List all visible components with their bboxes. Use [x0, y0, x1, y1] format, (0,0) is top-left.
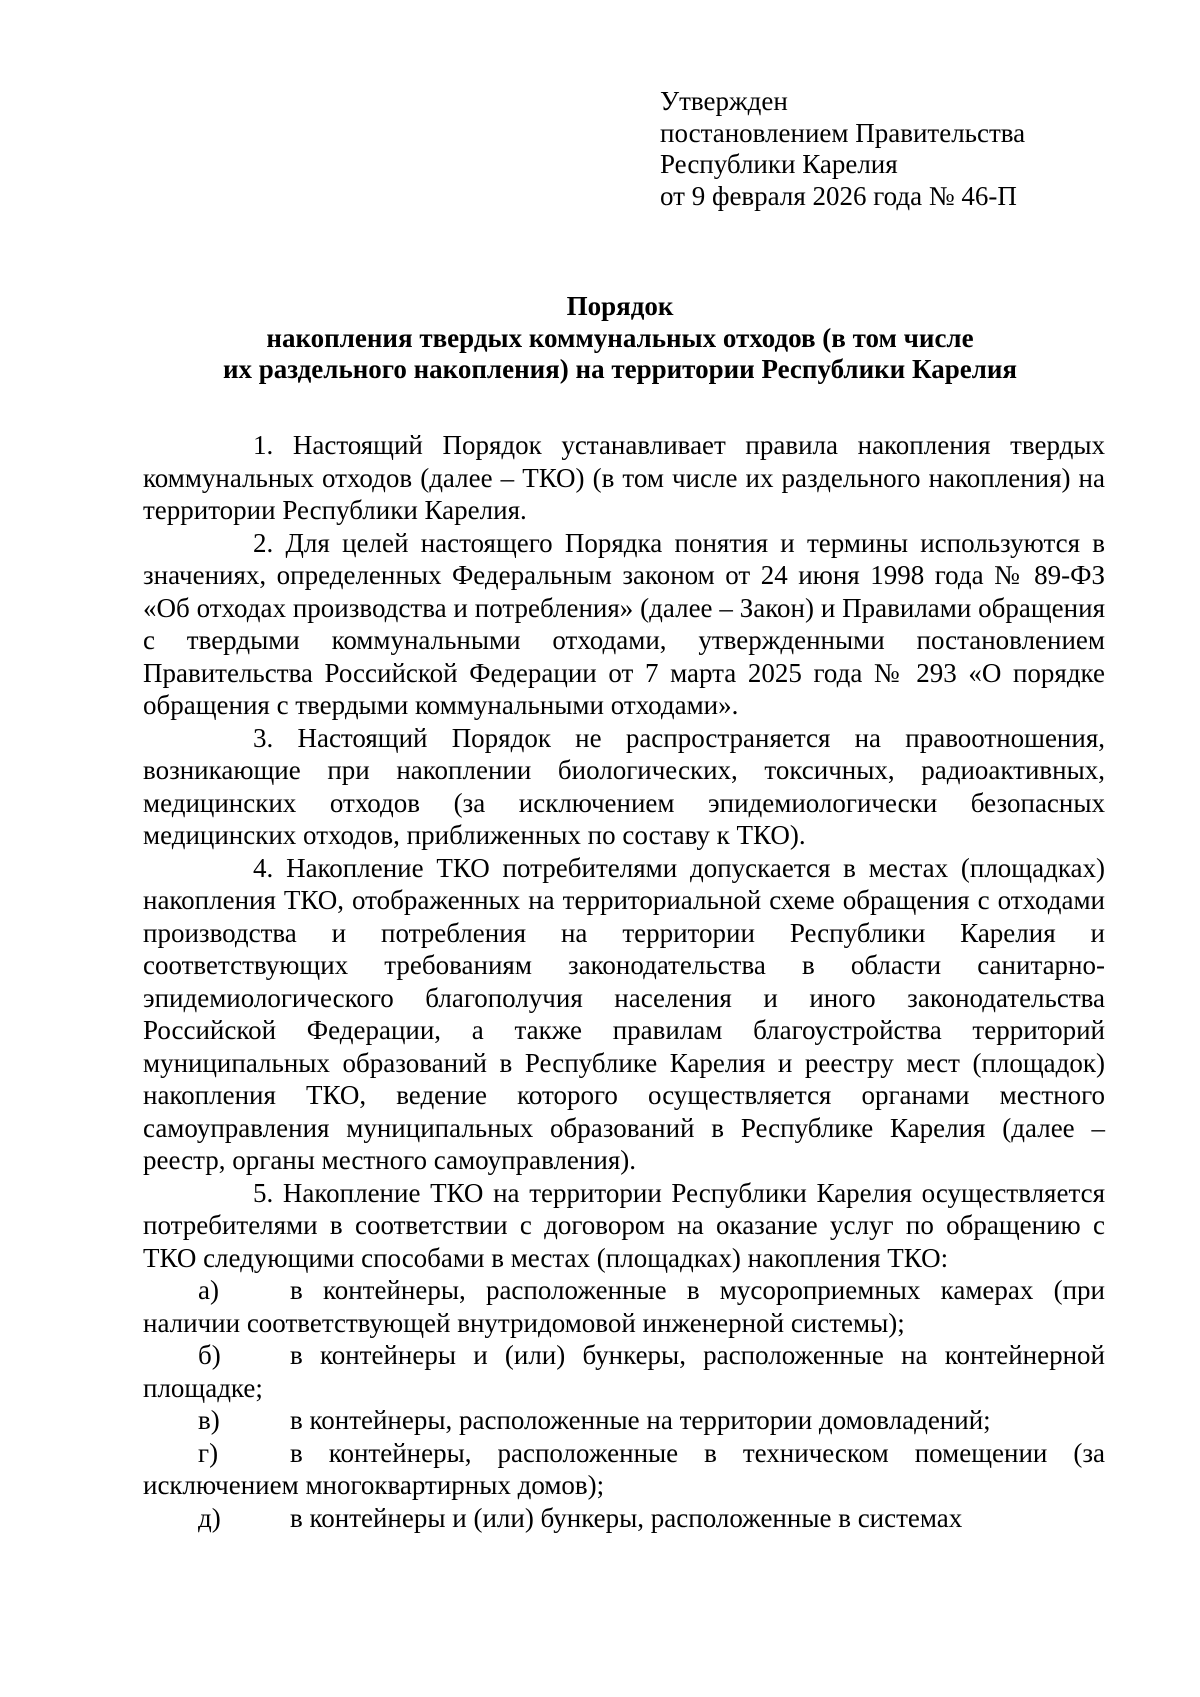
paragraph-text: Накопление ТКО потребителями допускается в местах (площадках) накопления ТКО, отображенных на территориальной схеме обращения с отходами производства и потребления на территории Республики Карелия и соответствующих требованиям законодательства в области санитарно-эпидемиологического благополучия населения и иного законодательства Российской Федерации, а также правилам благоустройства территорий муниципальных образований в Республике Карелия и реестру мест (площадок) накопления ТКО, ведение которого осуществляется органами местного самоуправления муниципальных образований в Республике Карелия (далее – реестр, органы местного самоуправления).	[143, 852, 1106, 1175]
approval-line: от 9 февраля 2026 года № 46-П	[660, 180, 1017, 211]
paragraph-text: Настоящий Порядок устанавливает правила накопления твердых коммунальных отходов (далее – ТКО) (в том числе их раздельного накопления) на территории Республики Карелия.	[143, 430, 1106, 525]
subitem-text: в контейнеры, расположенные в мусороприемных камерах (при наличии соответствующей внутридомовой инженерной системы);	[143, 1275, 1105, 1338]
subitem-d	[143, 1502, 1105, 1535]
paragraph-text: Настоящий Порядок не распространяется на правоотношения, возникающие при накоплении биологических, токсичных, радиоактивных, медицинских отходов (за исключением эпидемиологически безопасных медицинских отходов, приближенных по составу к ТКО).	[143, 722, 1105, 850]
paragraph-4	[143, 852, 1105, 1177]
approval-line: Республики Карелия	[660, 149, 898, 179]
subitem-letter: а)	[198, 1275, 219, 1305]
title-line: их раздельного накопления) на территории Республики Карелия	[222, 354, 1018, 384]
subitem-text: в контейнеры и (или) бункеры, расположенные на контейнерной площадке;	[143, 1340, 1105, 1403]
subitem-text: в контейнеры и (или) бункеры, расположенные в системах	[290, 1502, 963, 1533]
paragraph-text: Накопление ТКО на территории Республики Карелия осуществляется потребителями в соответствии с договором на оказание услуг по обращению с ТКО следующими способами в местах (площадках) накопления ТКО:	[143, 1177, 1105, 1273]
subitem-text: в контейнеры, расположенные в техническом помещении (за исключением многоквартирных домов);	[143, 1437, 1105, 1500]
subitem-letter: в)	[198, 1405, 220, 1435]
subitem-g	[143, 1437, 1105, 1502]
paragraph-5	[143, 1177, 1105, 1275]
subitem-text: в контейнеры, расположенные на территории домовладений;	[290, 1405, 991, 1435]
subitem-a	[143, 1274, 1105, 1339]
subitem-v	[143, 1404, 1105, 1437]
paragraph-number: 2.	[253, 527, 274, 558]
subitem-letter: д)	[198, 1502, 221, 1533]
subitem-letter: б)	[198, 1340, 221, 1370]
subitem-b	[143, 1339, 1105, 1404]
document-body	[143, 429, 1105, 1534]
paragraph-number: 4.	[253, 852, 274, 883]
paragraph-number: 5.	[253, 1177, 274, 1208]
subitem-letter: г)	[198, 1437, 219, 1468]
paragraph-3	[143, 722, 1105, 852]
approval-line: Утвержден	[660, 86, 788, 116]
paragraph-2	[143, 527, 1105, 722]
approval-stamp	[660, 86, 1180, 212]
paragraph-number: 1.	[253, 430, 274, 460]
paragraph-number: 3.	[253, 722, 274, 753]
document-title	[0, 291, 1200, 386]
paragraph-text: Для целей настоящего Порядка понятия и термины используются в значениях, определенных Федеральным законом от 24 июня 1998 года № 89-ФЗ «Об отходах производства и потребления» (далее – Закон) и Правилами обращения с твердыми коммунальными отходами, утвержденными постановлением Правительства Российской Федерации от 7 марта 2025 года № 293 «О порядке обращения с твердыми коммунальными отходами».	[143, 527, 1105, 720]
title-line: накопления твердых коммунальных отходов (в том числе	[266, 322, 974, 353]
approval-line: постановлением Правительства	[660, 117, 1026, 148]
title-line: Порядок	[566, 291, 674, 321]
paragraph-1	[143, 429, 1105, 527]
